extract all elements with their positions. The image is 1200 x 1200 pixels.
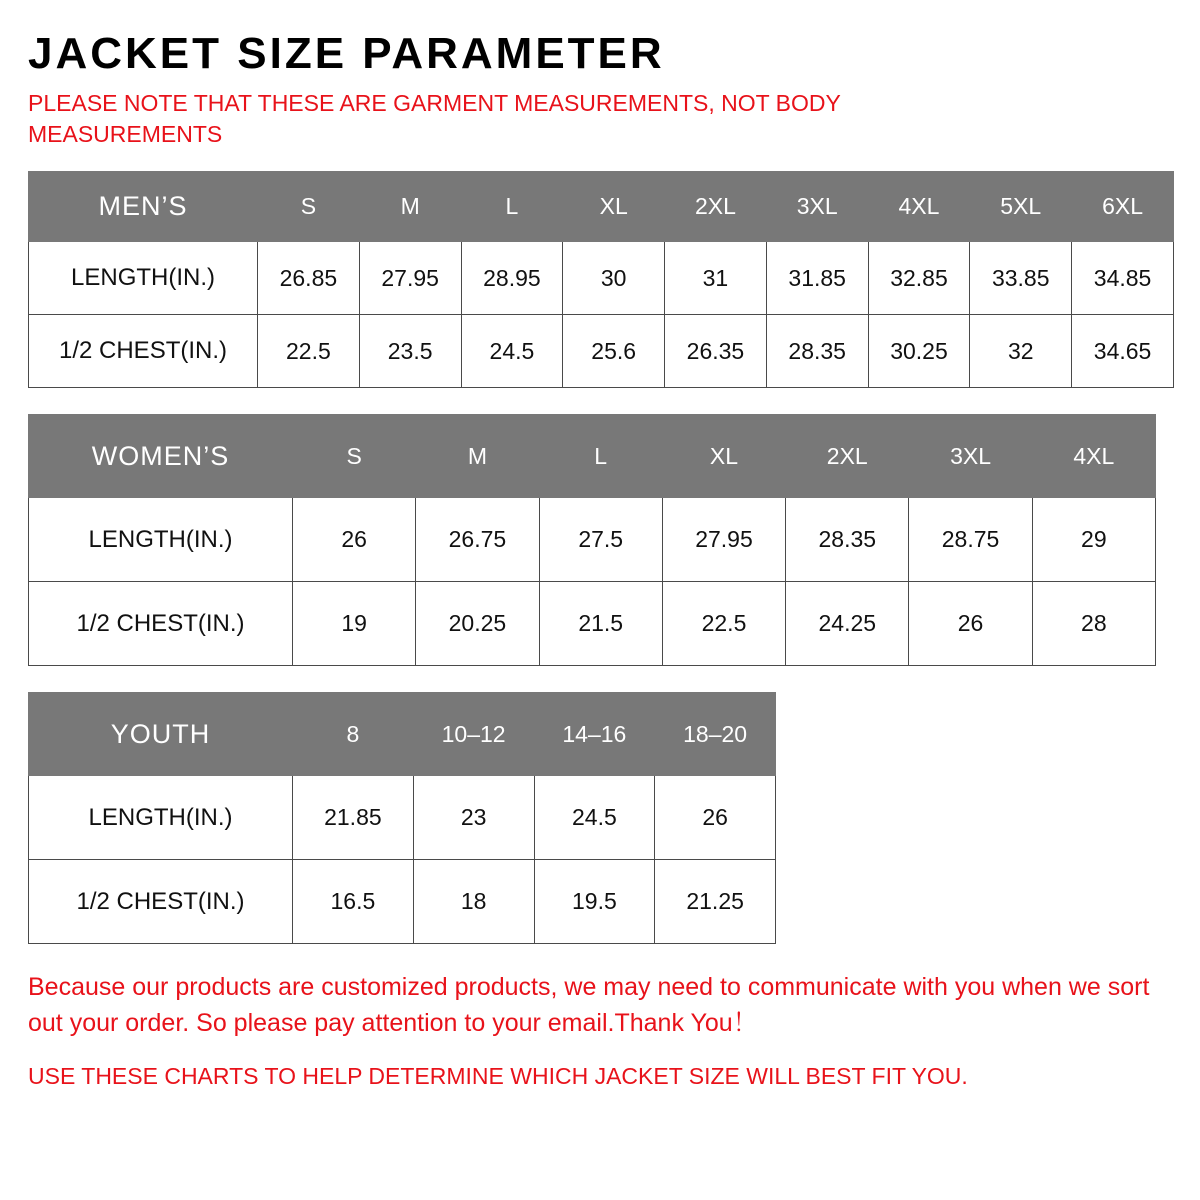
table-category-label: WOMEN’S (29, 415, 293, 498)
size-header-cell: 5XL (970, 172, 1072, 242)
measurement-cell: 30 (563, 242, 665, 315)
measurement-cell: 26.85 (258, 242, 360, 315)
measurement-cell: 18 (413, 860, 534, 944)
measurement-cell: 21.25 (655, 860, 776, 944)
measurement-cell: 27.95 (359, 242, 461, 315)
measurement-cell: 26 (293, 498, 416, 582)
chart-usage-notice: USE THESE CHARTS TO HELP DETERMINE WHICH JACKET SIZE WILL BEST FIT YOU. (28, 1063, 968, 1090)
measurement-cell: 33.85 (970, 242, 1072, 315)
size-header-cell: L (461, 172, 563, 242)
measurement-cell: 26 (909, 582, 1032, 666)
size-header-cell: 4XL (1032, 415, 1155, 498)
table-header-row (29, 415, 1156, 498)
size-header-cell: 2XL (665, 172, 767, 242)
table-category-label: MEN’S (29, 172, 258, 242)
measurement-cell: 31.85 (766, 242, 868, 315)
row-label: 1/2 CHEST(IN.) (29, 582, 293, 666)
size-header-cell: S (258, 172, 360, 242)
measurement-cell: 27.5 (539, 498, 662, 582)
measurement-cell: 34.65 (1072, 315, 1174, 388)
measurement-cell: 31 (665, 242, 767, 315)
measurement-cell: 22.5 (662, 582, 785, 666)
size-header-cell: 6XL (1072, 172, 1174, 242)
measurement-cell: 16.5 (293, 860, 414, 944)
measurement-note: PLEASE NOTE THAT THESE ARE GARMENT MEASUREMENTS, NOT BODY MEASUREMENTS (28, 90, 841, 147)
row-label: LENGTH(IN.) (29, 498, 293, 582)
measurement-cell: 21.5 (539, 582, 662, 666)
measurement-cell: 21.85 (293, 776, 414, 860)
size-header-cell: L (539, 415, 662, 498)
measurement-cell: 26.35 (665, 315, 767, 388)
page-title: JACKET SIZE PARAMETER (28, 29, 665, 78)
row-label: LENGTH(IN.) (29, 776, 293, 860)
size-header-cell: 18–20 (655, 693, 776, 776)
size-header-cell: M (359, 172, 461, 242)
measurement-cell: 24.5 (534, 776, 655, 860)
row-label: 1/2 CHEST(IN.) (29, 315, 258, 388)
measurement-cell: 24.25 (786, 582, 909, 666)
table-header-row (29, 172, 1174, 242)
measurement-cell: 32.85 (868, 242, 970, 315)
size-header-cell: 3XL (909, 415, 1032, 498)
table-row (29, 315, 1174, 388)
measurement-cell: 32 (970, 315, 1072, 388)
measurement-cell: 22.5 (258, 315, 360, 388)
size-header-cell: 2XL (786, 415, 909, 498)
size-header-cell: 14–16 (534, 693, 655, 776)
customization-notice: Because our products are customized products, we may need to communicate with you when we sort out your order. So please pay attention to your email.Thank You！ (28, 973, 1150, 1037)
size-header-cell: 10–12 (413, 693, 534, 776)
mens-size-table (28, 171, 1174, 388)
row-label: 1/2 CHEST(IN.) (29, 860, 293, 944)
size-header-cell: 8 (293, 693, 414, 776)
womens-size-table (28, 414, 1156, 666)
size-header-cell: S (293, 415, 416, 498)
footer-notes (28, 970, 1172, 1092)
size-header-cell: 3XL (766, 172, 868, 242)
table-header-row (29, 693, 776, 776)
measurement-cell: 34.85 (1072, 242, 1174, 315)
table-row (29, 860, 776, 944)
size-header-cell: XL (662, 415, 785, 498)
measurement-cell: 23 (413, 776, 534, 860)
measurement-cell: 28.35 (786, 498, 909, 582)
size-header-cell: M (416, 415, 539, 498)
measurement-cell: 28.35 (766, 315, 868, 388)
measurement-cell: 28.75 (909, 498, 1032, 582)
measurement-cell: 26 (655, 776, 776, 860)
measurement-cell: 29 (1032, 498, 1155, 582)
table-row (29, 498, 1156, 582)
row-label: LENGTH(IN.) (29, 242, 258, 315)
measurement-cell: 28 (1032, 582, 1155, 666)
measurement-cell: 26.75 (416, 498, 539, 582)
measurement-cell: 24.5 (461, 315, 563, 388)
measurement-cell: 20.25 (416, 582, 539, 666)
measurement-cell: 25.6 (563, 315, 665, 388)
measurement-cell: 19.5 (534, 860, 655, 944)
table-category-label: YOUTH (29, 693, 293, 776)
size-header-cell: 4XL (868, 172, 970, 242)
measurement-cell: 30.25 (868, 315, 970, 388)
measurement-cell: 23.5 (359, 315, 461, 388)
youth-size-table (28, 692, 776, 944)
table-row (29, 776, 776, 860)
measurement-cell: 19 (293, 582, 416, 666)
measurement-cell: 28.95 (461, 242, 563, 315)
table-row (29, 582, 1156, 666)
table-row (29, 242, 1174, 315)
measurement-cell: 27.95 (662, 498, 785, 582)
size-header-cell: XL (563, 172, 665, 242)
